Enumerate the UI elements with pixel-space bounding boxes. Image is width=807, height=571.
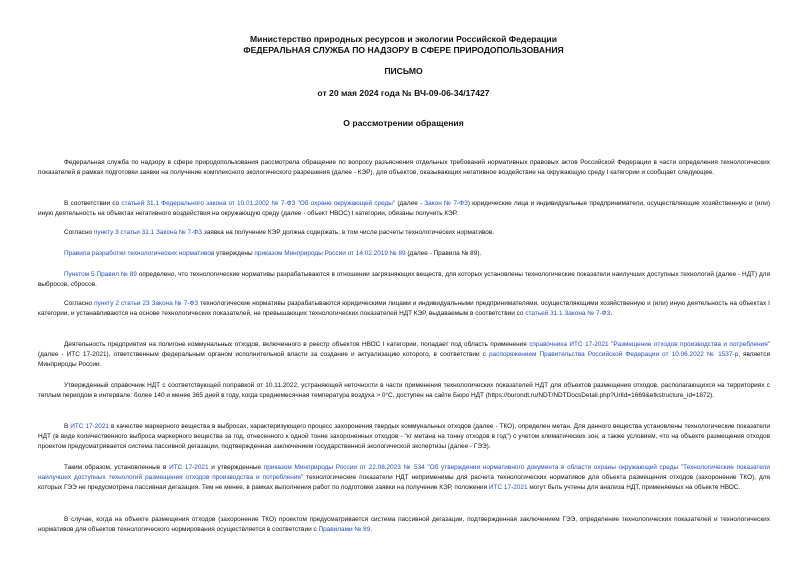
link-government-order-1537[interactable]: распоряжением Правительства Российской Федерации от 10.06.2022 № 1537-р <box>488 351 739 359</box>
link-rules-89[interactable]: Правилами № 89 <box>318 526 371 534</box>
paragraph-article-23 <box>38 299 770 319</box>
paragraph-text: (далее - <box>395 200 425 207</box>
document-type: ПИСЬМО <box>384 66 423 76</box>
link-its-17-2021[interactable]: ИТС 17-2021 <box>169 464 209 471</box>
service-title: ФЕДЕРАЛЬНАЯ СЛУЖБА ПО НАДЗОРУ В СФЕРЕ ПРИРОДОПОЛЬЗОВАНИЯ <box>243 45 564 55</box>
paragraph-clause-5-rules <box>38 270 770 290</box>
link-article-31-1-law-7fz[interactable]: статьей 31.1 Закона № 7-ФЗ <box>525 310 611 318</box>
paragraph-text: ) юридические лица и индивидуальные предприниматели, осуществляющие хозяйственную и (или) иную деятельность на объектах негативного воздействия на окружающую среду (далее - объект НВОС) I категории, обязаны получить КЭР. <box>38 200 770 218</box>
paragraph-text: заявка на получение КЭР должна содержать, в том числе расчеты технологических нормативов. <box>202 229 495 236</box>
link-its-17-2021[interactable]: ИТС 17-2021 <box>488 484 528 492</box>
paragraph-application-content <box>38 228 770 238</box>
paragraph-conclusion <box>38 463 770 493</box>
paragraph-text: В соответствии со <box>64 200 122 207</box>
paragraph-text: Федеральная служба по надзору в сфере природопользования рассмотрела обращение по вопросу разъяснения отдельных требований нормативных правовых актов Российской Федерации в части определения технологических показателей в рамках подготовки заявки на получение комплексного экологического разрешения (далее - КЭР), для объектов, оказывающих негативное воздействие на окружающую среду I категории и сообщает следующее. <box>38 159 770 177</box>
link-article-31-1-law-7fz[interactable]: статьей 31.1 Федерального закона от 10.01.2002 № 7-ФЗ "Об охране окружающей среды" <box>121 200 396 207</box>
paragraph-text: . <box>610 310 613 318</box>
link-its-17-2021[interactable]: справочника ИТС 17-2021 "Размещение отходов производства и потребления" <box>529 341 771 348</box>
paragraph-passive-degassing <box>38 515 770 535</box>
paragraph-law-requirement <box>38 199 770 219</box>
paragraph-text: Деятельность предприятия на полигоне коммунальных отходов, включенного в реестр объектов НВОС I категории, попадает под область применения <box>64 341 530 348</box>
paragraph-text: (далее - ИТС 17-2021), ответственным федеральным органом исполнительной власти за создание и актуализацию которого, в соответствии с <box>38 351 489 359</box>
document-date-number: от 20 мая 2024 года № ВЧ-09-06-34/17427 <box>317 88 490 98</box>
paragraph-text: . <box>370 526 373 534</box>
link-clause-5-rules-89[interactable]: Пунктом 5 Правил № 89 <box>64 271 137 278</box>
link-rules-technological-standards[interactable]: Правила разработки технологических нормативов <box>64 250 215 257</box>
ministry-title: Министерство природных ресурсов и экологии Российской Федерации <box>250 34 557 44</box>
link-order-534[interactable]: приказом Минприроды России от 22.08.2023 № 534 "Об утверждении нормативного документа в области охраны окружающей среды "Технологические показатели наилучших доступных технологий размещения отходов производства и потребления" <box>38 464 770 482</box>
document-subject: О рассмотрении обращения <box>343 118 464 128</box>
paragraph-rules-89 <box>38 249 770 259</box>
link-clause-2-article-23[interactable]: пункту 2 статьи 23 Закона № 7-ФЗ <box>94 300 199 307</box>
paragraph-intro <box>38 158 770 178</box>
paragraph-text: утверждены <box>214 250 255 257</box>
link-clause-3-article-31-1[interactable]: пункту 3 статьи 31.1 Закона № 7-ФЗ <box>93 229 203 236</box>
paragraph-text: В случае, когда на объекте размещения отходов (захоронение ТКО) проектом предусматривается система пассивной дегазации, подтвержденная заключением ГЭЭ, определение технологических показателей и технологических нормативов для объектов технологического нормирования осуществляется в соответствии с <box>38 516 770 534</box>
paragraph-text: Согласно <box>64 300 95 307</box>
link-order-89[interactable]: приказом Минприроды России от 14.02.2019 № 89 <box>254 250 406 257</box>
paragraph-landfill-activity <box>38 340 770 370</box>
paragraph-text: могут быть учтены для анализа НДТ, применяемых на объекте НВОС. <box>527 484 741 492</box>
paragraph-text: технологические показатели НДТ неприменимы для расчета технологических нормативов для объекта размещения отходов (захоронение ТКО), для которых ГЭЭ не предусмотрена пассивная дегазация. Тем не менее, в рамках выполнения работ по подготовке заявки на получение КЭР, положения <box>38 474 770 492</box>
paragraph-text: определено, что технологические нормативы разрабатываются в отношении загрязняющих веществ, для которых установлены технологические показатели наилучших доступных технологий (далее - НДТ) для выбросов, сбросов. <box>38 271 770 289</box>
paragraph-text: и утвержденные <box>208 464 264 471</box>
paragraph-text: В <box>64 423 71 430</box>
paragraph-text: Утвержденный справочник НДТ с соответствующей поправкой от 10.11.2022, устраняющей неточности в части применения технологических показателей НДТ для объектов размещения отходов, располагающихся на территориях с теплым периодом в интервале: более 140 и менее 365 дней в году, когда среднемесячная температура воздуха > 0°C, доступен на сайте Бюро НДТ (https://burondt.ru/NDT/NDTDocsDetail.php?UrlId=1669&etkstructure_id=1872). <box>38 382 770 400</box>
link-its-17-2021[interactable]: ИТС 17-2021 <box>70 423 110 430</box>
paragraph-text: Согласно <box>64 229 94 236</box>
paragraph-text: (далее - Правила № 89). <box>405 250 482 257</box>
paragraph-approved-reference <box>38 381 770 401</box>
link-law-7fz[interactable]: Закон № 7-ФЗ <box>424 200 468 207</box>
paragraph-marker-substance <box>38 422 770 452</box>
paragraph-text: Таким образом, установленные в <box>64 464 170 471</box>
paragraph-text: , является Минприроды России. <box>38 351 770 369</box>
paragraph-text: в качестве маркерного вещества в выбросах, характеризующего процесс захоронения твердых коммунальных отходов (далее - ТКО), определен метан. Для данного вещества установлены технологические показатели НДТ (в виде количественного выброса маркерного вещества за год, отнесенного к одной тонне захороненных отходов - "кг метана на тонну отходов в год") с учетом климатических зон, а также условием, что на объекте размещения отходов проектом предусматривается система пассивной дегазации, подтвержденная заключением государственной экологической экспертизы (далее - ГЭЭ). <box>38 423 770 451</box>
paragraph-text: технологические нормативы разрабатываются юридическими лицами и индивидуальными предпринимателями, осуществляющими хозяйственную и (или) иную деятельность на объектах I категории, и устанавливаются на основе технологических показателей, не превышающих технологических показателей НДТ КЭР, выдаваемым в соответствии со <box>38 300 770 318</box>
